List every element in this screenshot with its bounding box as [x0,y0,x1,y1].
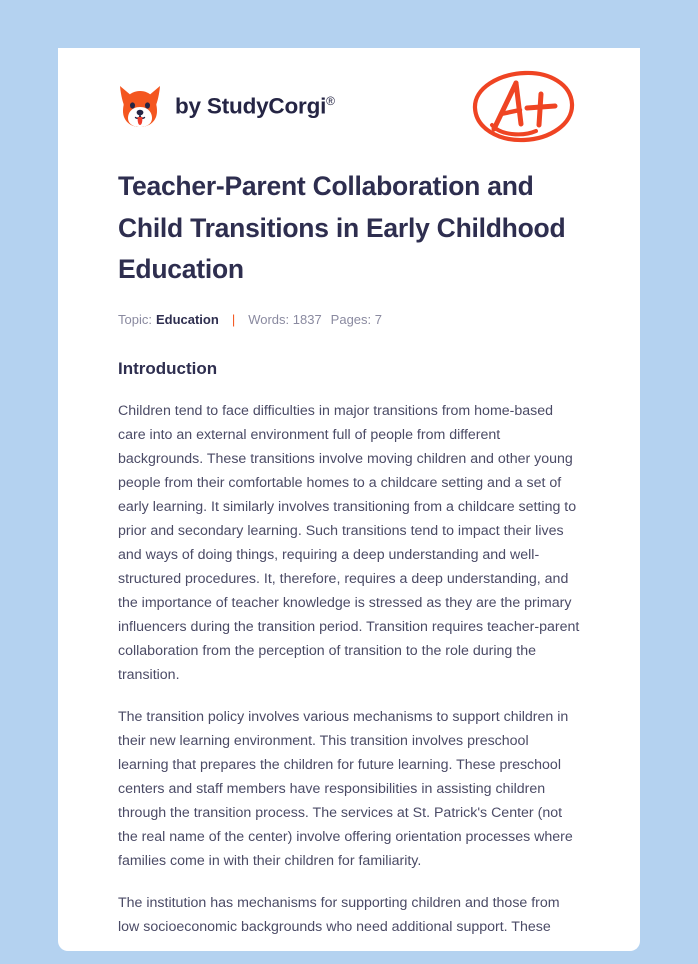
body-paragraph: Children tend to face difficulties in major transitions from home-based care into an external environment full of people from different backgrounds. These transitions involve moving children and other young people from their comfortable homes to a childcare setting and a set of early learning. It similarly involves transitioning from a childcare setting to prior and secondary learning. Such transitions tend to impact their lives and ways of doing things, requiring a deep understanding and well-structured procedures. It, therefore, requires a deep understanding, and the importance of teacher knowledge is stressed as they are the primary influencers during the transition period. Transition requires teacher-parent collaboration from the perception of transition to the role during the transition. [118,403,580,684]
brand-name: StudyCorgi [206,93,327,118]
document-page-content [58,48,640,939]
document-page [58,48,640,951]
registered-trademark-icon: ® [326,93,336,108]
body-paragraph: The transition policy involves various mechanisms to support children in their new learning environment. This transition involves preschool learning that prepares the children for future learning. These preschool centers and staff members have responsibilities in assisting children through the transition process. The services at St. Patrick's Center (not the real name of the center) involve offering orientation processes where families come in with their children for familiarity. [118,709,573,870]
brand-prefix: by [175,93,207,118]
brand-wordmark [175,95,335,118]
a-plus-circle-icon [470,67,578,145]
meta-separator: | [231,311,236,327]
topic-label: Topic: [118,311,152,327]
document-header [118,48,580,154]
section-heading-introduction: Introduction [118,359,218,379]
topic-value[interactable]: Education [155,311,219,327]
brand-lockup[interactable] [118,83,335,129]
body-paragraph: The institution has mechanisms for supporting children and those from low socioeconomic backgrounds who need additional support. These [118,895,560,936]
document-meta [118,312,580,328]
corgi-face-icon [118,83,162,129]
word-count: Words: 1837 [248,311,322,327]
page-count: Pages: 7 [330,311,382,327]
page-title: Teacher-Parent Collaboration and Child Transitions in Early Childhood Education [118,171,566,284]
